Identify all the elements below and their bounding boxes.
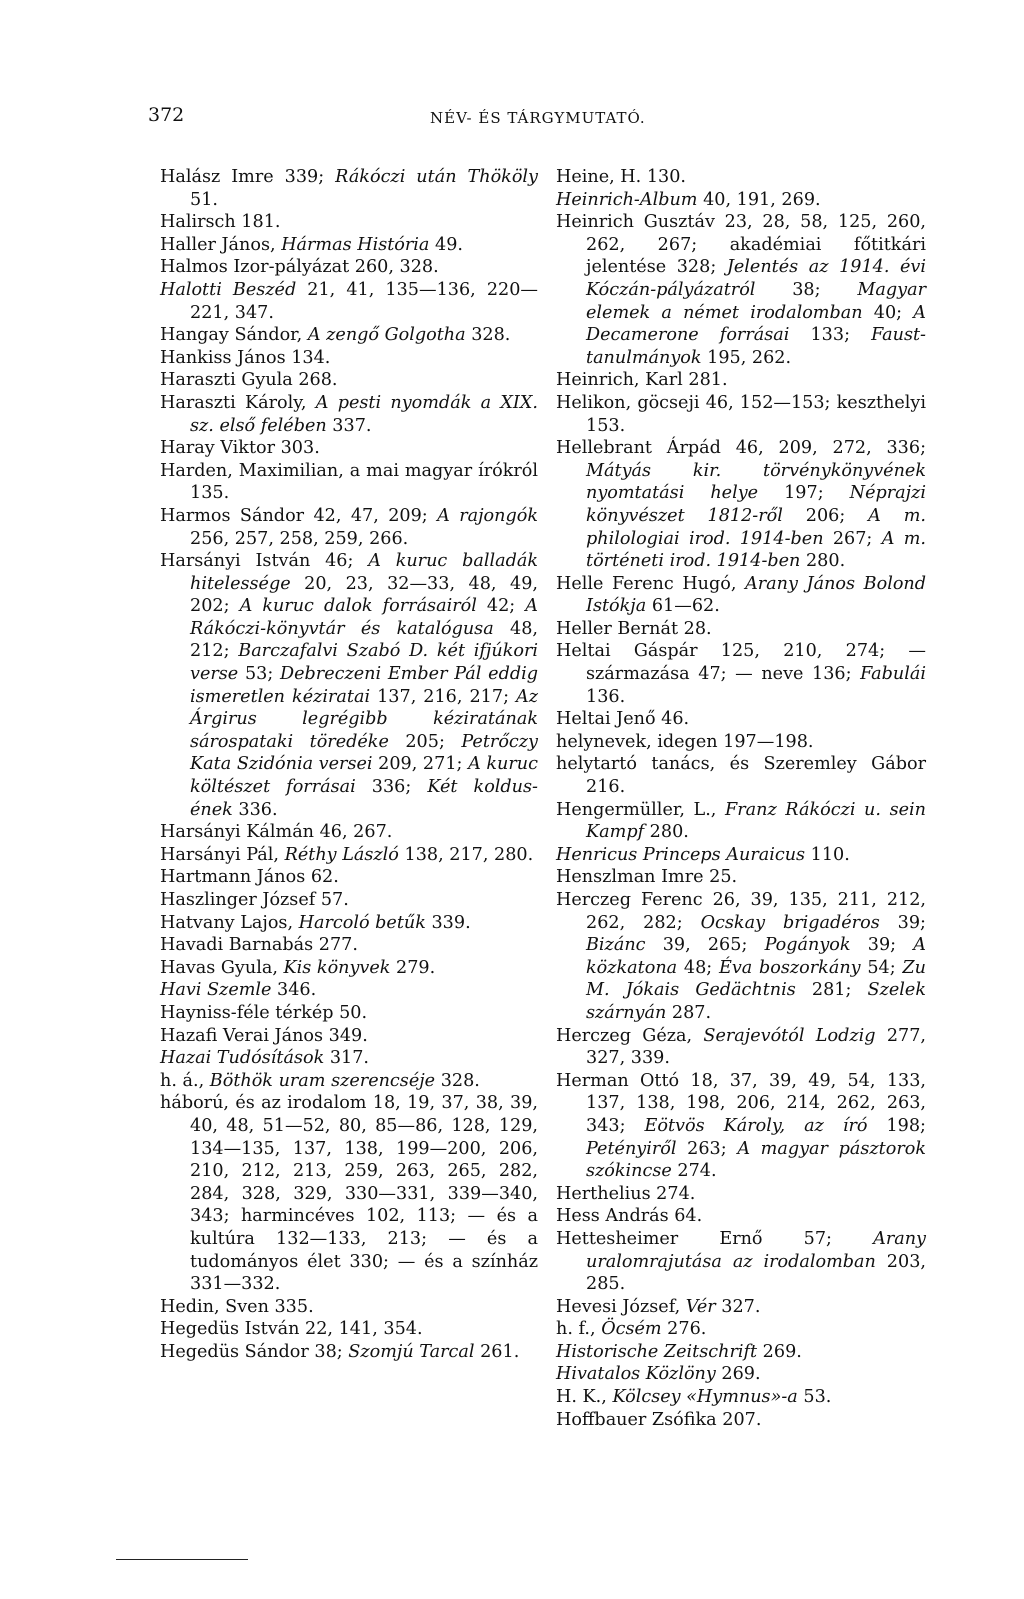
index-entry-text: Halmos Izor-pályázat 260, 328. <box>160 257 439 278</box>
index-entry-text: 328. <box>465 325 511 346</box>
index-entry-title: Ocskay brigadéros <box>700 912 880 933</box>
index-entry-title: Két koldus-ének <box>190 777 538 820</box>
index-entry-title: A m. történeti irod. 1914-ben <box>586 528 926 572</box>
index-entry-title: Faust-tanulmányok <box>586 325 926 368</box>
index-entry-title: A magyar pásztorok szókincse <box>586 1138 926 1182</box>
index-entry-text: 267; <box>823 528 882 549</box>
index-column-left <box>160 166 538 1363</box>
index-entry-title: Arany uralomrajutása az irodalomban <box>586 1228 926 1272</box>
index-entry-text: Herczeg Géza, <box>556 1025 704 1046</box>
index-entry-title: A kuruc költészet forrásai <box>190 754 538 798</box>
index-entry-text: 49. <box>429 234 463 255</box>
index-entry <box>556 1183 926 1206</box>
index-entry-text: 39; <box>879 912 926 933</box>
index-entry-text: 209, 271; <box>372 754 469 775</box>
index-entry-text: 198; <box>867 1115 926 1136</box>
index-entry-title: Magyar elemek a német irodalomban <box>586 279 926 323</box>
index-entry-text: Henszlman Imre 25. <box>556 867 738 888</box>
index-entry-text: 197; <box>758 483 850 504</box>
index-entry <box>160 460 538 505</box>
index-entry <box>556 1070 926 1183</box>
index-entry-title: Debreczeni Ember Pál eddig ismeretlen kéziratai <box>190 664 538 707</box>
index-entry <box>160 889 538 912</box>
index-entry-text: 137, 216, 217; <box>370 686 517 707</box>
index-entry <box>556 731 926 754</box>
index-entry <box>160 166 538 211</box>
index-entry-text: 346. <box>271 980 317 1001</box>
index-entry-text: 317. <box>324 1048 370 1069</box>
index-entry <box>556 1409 926 1432</box>
index-entry-text: 206; <box>782 505 869 526</box>
index-entry <box>556 618 926 641</box>
index-entry-text: Herman Ottó 18, 37, 39, 49, 54, 133, 137, 138, 198, 206, 214, 262, 263, 343; <box>556 1070 926 1136</box>
index-entry-text: Hatvany Lajos, <box>160 912 299 933</box>
index-entry-text: Harsányi István 46; <box>160 551 369 572</box>
index-entry <box>160 550 538 821</box>
index-entry-title: Petényiről <box>586 1138 677 1159</box>
index-entry-text: 40, 191, 269. <box>697 189 821 210</box>
index-entry <box>160 1002 538 1025</box>
index-entry-text: Heine, H. 130. <box>556 167 687 187</box>
index-entry <box>556 392 926 437</box>
index-entry-title: Havi Szemle <box>160 980 272 1001</box>
index-entry-text: Hegedüs István 22, 141, 354. <box>160 1319 423 1340</box>
index-entry-text: Hedin, Sven 335. <box>160 1296 314 1317</box>
index-entry-text: Hayniss-féle térkép 50. <box>160 1002 368 1023</box>
index-entry <box>160 1047 538 1070</box>
index-entry-text: 21, 41, 135—136, 220—221, 347. <box>190 279 538 323</box>
index-entry-text: Harsányi Kálmán 46, 267. <box>160 822 393 843</box>
index-entry-text: h. á., <box>160 1070 210 1091</box>
index-entry <box>556 844 926 867</box>
index-entry <box>556 799 926 844</box>
index-entry <box>160 1318 538 1341</box>
index-entry-title: Kölcsey «Hymnus»-a <box>612 1387 798 1408</box>
index-column-right <box>556 166 926 1431</box>
index-entry-text: H. K., <box>556 1387 613 1408</box>
index-entry <box>160 1341 538 1364</box>
index-entry-text: 39, 265; <box>645 935 765 956</box>
index-entry-text: 42; <box>476 596 526 617</box>
index-entry-title: Szelek szárnyán <box>586 980 926 1023</box>
index-entry-text: 274. <box>671 1161 717 1182</box>
index-entry <box>556 640 926 708</box>
index-entry <box>160 234 538 257</box>
index-entry-text: háború, és az irodalom 18, 19, 37, 38, 39, 40, 48, 51—52, 80, 85—86, 128, 129, 134—135, 137, 138, 199—200, 206, 210, 212, 213, 259, 263, 265, 282, 284, 328, 329, 330—331, 339—340, 343; harmincéves 102, 113; — és a kultúra 132—133, 213; — és a tudományos élet 330; — és a színház 331—332. <box>160 1093 538 1295</box>
index-entry-text: 256, 257, 258, 259, 266. <box>190 528 409 549</box>
index-entry <box>160 1070 538 1093</box>
index-entry <box>556 866 926 889</box>
index-entry-text: Hevesi József, <box>556 1296 686 1317</box>
index-entry-title: Zu M. Jókais Gedächtnis <box>586 957 926 1001</box>
index-entry-title: Mátyás kir. törvénykönyvének nyomtatási helye <box>586 460 926 504</box>
page-number: 372 <box>148 104 185 126</box>
index-entry <box>160 256 538 279</box>
index-entry-text: 53; <box>238 664 281 685</box>
index-entry <box>556 437 926 573</box>
index-entry-text: Haraszti Károly, <box>160 392 316 413</box>
index-entry-title: Éva boszorkány <box>718 957 861 978</box>
index-entry-title: Rákóczi után Thököly <box>335 167 538 187</box>
index-entry-text: 269. <box>715 1364 761 1385</box>
index-entry-text: 263; <box>676 1138 738 1159</box>
index-entry-title: A rajongók <box>437 505 538 526</box>
index-entry-text: Harmos Sándor 42, 47, 209; <box>160 505 438 526</box>
index-entry-title: A közkatona <box>586 935 926 978</box>
index-entry-text: Hartmann János 62. <box>160 867 339 888</box>
index-entry <box>160 1092 538 1295</box>
index-entry-text: 39; <box>850 935 914 956</box>
index-entry <box>160 369 538 392</box>
index-entry-text: 205; <box>388 731 462 752</box>
index-entry-text: 54; <box>860 957 903 978</box>
running-head: NÉV- ÉS TÁRGYMUTATÓ. <box>430 109 646 127</box>
index-entry <box>160 821 538 844</box>
index-entry-text: Hangay Sándor, <box>160 325 308 346</box>
index-entry <box>160 437 538 460</box>
index-entry-text: 280. <box>800 551 846 572</box>
index-entry-title: Bizánc <box>586 935 646 956</box>
index-entry-text: 280. <box>644 822 689 843</box>
index-entry-text: 195, 262. <box>701 347 792 368</box>
index-entry <box>160 934 538 957</box>
index-entry-text: 110. <box>805 844 850 865</box>
index-entry-text: 61—62. <box>646 596 720 617</box>
index-entry-title: Petrőczy Kata Szidónia versei <box>190 731 538 775</box>
index-entry-title: A pesti nyomdák a XIX. sz. első felében <box>190 392 538 436</box>
index-entry-title: Heinrich-Album <box>556 189 698 210</box>
index-entry-text: Heltai Jenő 46. <box>556 709 690 730</box>
index-entry <box>160 505 538 550</box>
index-entry-title: Néprajzi könyvészet 1812-ről <box>586 483 926 526</box>
index-entry-text: Havas Gyula, <box>160 957 284 978</box>
index-entry-title: Kis könyvek <box>283 957 391 978</box>
index-entry <box>160 844 538 867</box>
index-entry-text: Hettesheimer Ernő 57; <box>556 1228 874 1249</box>
index-entry <box>556 1205 926 1228</box>
index-entry-text: 339. <box>425 912 471 933</box>
index-entry <box>160 866 538 889</box>
index-entry-text: Helikon, göcseji 46, 152—153; keszthelyi 153. <box>556 392 926 436</box>
index-entry-text: Hegedüs Sándor 38; <box>160 1341 349 1362</box>
index-entry-title: Barczafalvi Szabó D. két ifjúkori verse <box>190 641 538 685</box>
index-entry-text: Halász Imre 339; <box>160 167 336 187</box>
index-entry-text: Haraszti Gyula 268. <box>160 370 338 391</box>
index-entry-text: 336. <box>232 799 278 820</box>
index-entry <box>160 279 538 324</box>
index-entry <box>160 347 538 370</box>
index-entry-text: 287. <box>666 1002 712 1023</box>
index-entry-text: 48; <box>677 957 719 978</box>
index-entry <box>556 1341 926 1364</box>
index-entry <box>556 1318 926 1341</box>
index-entry <box>160 211 538 234</box>
index-entry <box>556 1228 926 1296</box>
index-entry-text: Havadi Barnabás 277. <box>160 935 358 956</box>
index-entry-text: 136. <box>586 686 626 707</box>
index-entry-text: 53. <box>797 1387 832 1408</box>
index-entry <box>556 753 926 798</box>
index-entry-title: Vér <box>685 1296 716 1317</box>
index-entry <box>556 1386 926 1409</box>
index-entry-title: A m. philologiai irod. 1914-ben <box>586 505 926 549</box>
index-entry-title: Eötvös Károly, az író <box>644 1115 868 1136</box>
index-entry <box>556 166 926 189</box>
index-entry-title: Historische Zeitschrift <box>556 1341 758 1362</box>
index-entry-title: Pogányok <box>764 935 851 956</box>
index-entry-title: A zengő Golgotha <box>307 325 466 346</box>
index-entry-text: 40; <box>862 302 914 323</box>
index-entry <box>556 1025 926 1070</box>
index-entry-text: 336; <box>355 777 428 798</box>
index-entry-title: Hazai Tudósítások <box>160 1048 325 1069</box>
index-entry-title: Halotti Beszéd <box>160 279 297 300</box>
index-entry-text: 279. <box>390 957 436 978</box>
index-entry-text: Harsányi Pál, <box>160 844 285 865</box>
index-entry <box>556 573 926 618</box>
index-entry-title: Harcoló betűk <box>298 912 426 933</box>
index-entry-text: 281; <box>795 980 868 1001</box>
index-entry-text: Hellebrant Árpád 46, 209, 272, 336; <box>556 438 926 459</box>
index-entry <box>160 979 538 1002</box>
index-entry <box>160 1025 538 1048</box>
index-entry-text: Heinrich Gusztáv 23, 28, 58, 125, 260, 262, 267; akadémiai főtitkári jelentése 328; <box>556 212 926 278</box>
index-entry-text: 261. <box>474 1341 520 1362</box>
index-entry <box>556 708 926 731</box>
index-entry-text: Heltai Gáspár 125, 210, 274; — származása 47; — neve 136; <box>556 641 926 685</box>
index-entry-text: Haszlinger József 57. <box>160 890 349 910</box>
index-entry-title: Jelentés az 1914. évi Kóczán-pályázatról <box>586 257 926 300</box>
index-entry-text: Haray Viktor 303. <box>160 438 320 459</box>
index-entry-text: Helle Ferenc Hugó, <box>556 573 746 594</box>
index-entry-title: Fabulái <box>860 664 926 685</box>
index-entry-text: Heinrich, Karl 281. <box>556 370 728 391</box>
index-entry-text: 38; <box>755 279 858 300</box>
index-entry-text: Hankiss János 134. <box>160 347 331 368</box>
index-entry-title: Arany János Bolond Istókja <box>586 573 927 617</box>
index-entry-text: h. f., <box>556 1319 602 1340</box>
index-entry-text: helytartó tanács, és Szeremley Gábor 216. <box>556 754 926 798</box>
index-entry-title: A kuruc dalok forrásairól <box>239 596 477 617</box>
index-entry-text: Halirsch 181. <box>160 212 281 233</box>
index-entry-text: Hazafi Verai János 349. <box>160 1025 368 1046</box>
index-entry-title: A Decamerone forrásai <box>586 302 926 346</box>
index-entry-text: Harden, Maximilian, a mai magyar írókról 135. <box>160 460 538 504</box>
index-entry-text: 51. <box>190 189 218 210</box>
index-entry-text: 327. <box>715 1296 761 1317</box>
index-entry <box>556 889 926 1025</box>
index-entry-text: 203, 285. <box>586 1251 926 1295</box>
index-entry <box>556 189 926 212</box>
index-entry <box>160 324 538 347</box>
index-entry-text: Hoffbauer Zsófika 207. <box>556 1409 762 1430</box>
index-entry <box>556 1296 926 1319</box>
index-entry-text: Herczeg Ferenc 26, 39, 135, 211, 212, 262, 282; <box>556 890 926 933</box>
index-entry <box>160 957 538 980</box>
index-entry-title: Serajevótól Lodzig <box>703 1025 876 1046</box>
index-entry-text: 133; <box>789 325 872 346</box>
index-entry-title: Az Árgirus legrégibb kéziratának sárospataki töredéke <box>190 686 538 752</box>
index-entry-title: Franz Rákóczi u. sein Kampf <box>586 799 926 843</box>
index-entry-text: Herthelius 274. <box>556 1183 696 1204</box>
index-entry-title: A kuruc balladák hitelessége <box>190 551 538 594</box>
index-entry-text: Haller János, <box>160 234 282 255</box>
index-entry-title: Szomjú Tarcal <box>348 1341 475 1362</box>
index-entry <box>160 912 538 935</box>
index-entry-title: Böthök uram szerencséje <box>209 1070 436 1091</box>
index-entry <box>556 1363 926 1386</box>
index-entry <box>556 369 926 392</box>
index-entry-text: Hess András 64. <box>556 1206 703 1227</box>
index-entry-text: 277, 327, 339. <box>586 1025 926 1069</box>
index-entry-title: Henricus Princeps Auraicus <box>556 844 806 865</box>
index-entry-text: 328. <box>435 1070 480 1091</box>
footnote-rule <box>116 1559 248 1560</box>
index-entry <box>556 211 926 369</box>
index-entry-text: 269. <box>757 1341 802 1362</box>
index-entry-text: 337. <box>326 415 372 436</box>
index-entry-title: Réthy László <box>284 844 399 865</box>
index-entry <box>160 1296 538 1319</box>
index-entry-title: Hármas História <box>281 234 430 255</box>
index-entry-text: 48, 212; <box>190 618 539 662</box>
index-entry-text: helynevek, idegen 197—198. <box>556 731 814 752</box>
index-entry <box>160 392 538 437</box>
index-entry-text: Heller Bernát 28. <box>556 618 712 639</box>
index-entry-text: 276. <box>661 1319 707 1340</box>
index-entry-text: 20, 23, 32—33, 48, 49, 202; <box>190 573 538 617</box>
index-entry-title: A Rákóczi-könyvtár és katalógusa <box>190 596 538 639</box>
index-entry-title: Hivatalos Közlöny <box>556 1364 716 1385</box>
index-entry-text: 138, 217, 280. <box>398 844 534 865</box>
index-entry-text: Hengermüller, L., <box>556 799 725 820</box>
index-entry-title: Öcsém <box>601 1319 662 1340</box>
